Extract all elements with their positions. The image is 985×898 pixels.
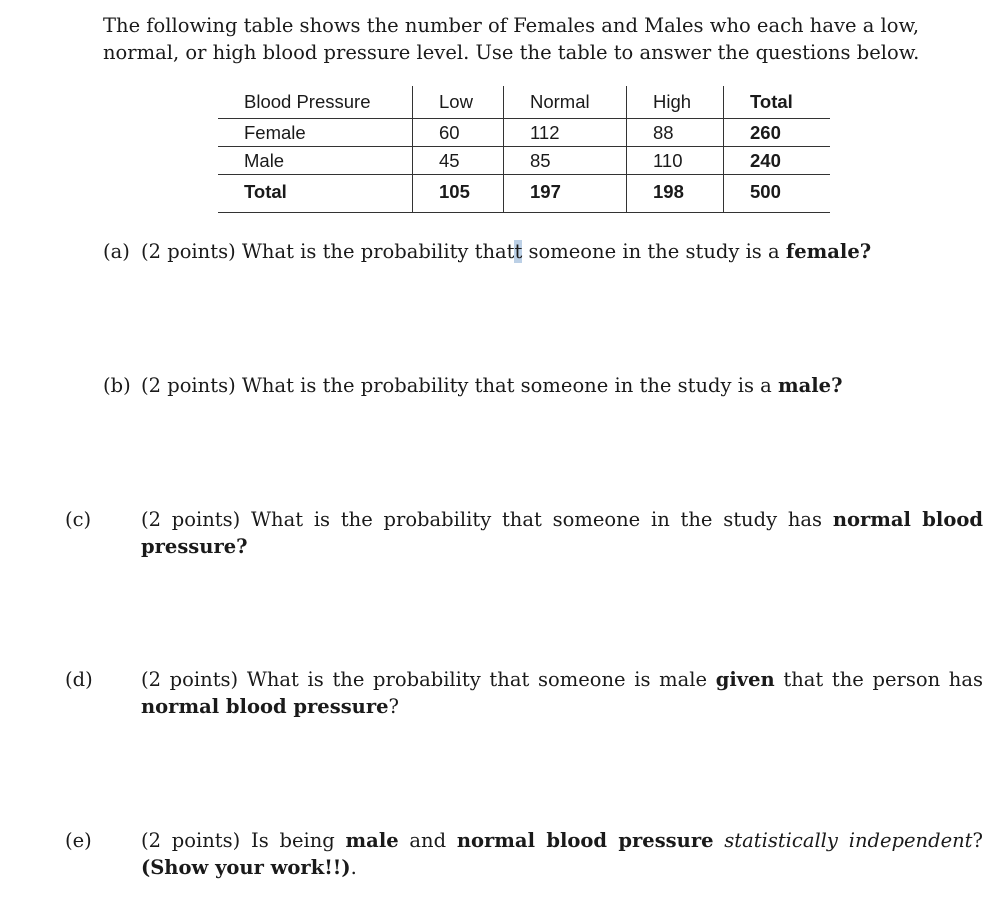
cell-low: 105 [413, 175, 504, 213]
question-a [103, 238, 945, 265]
question-e-emphasis-normal: normal blood pressure [456, 829, 714, 852]
table-row-total [218, 175, 830, 213]
question-c-emphasis: normal blood pressure? [141, 508, 983, 558]
question-e-emphasis-male: male [345, 829, 399, 852]
header-high: High [627, 86, 724, 119]
header-total: Total [724, 86, 831, 119]
row-label: Female [218, 119, 413, 147]
question-d-text-cont: that the person has [774, 668, 983, 691]
question-c-label: (c) [65, 508, 92, 531]
question-d-emphasis-given: given [715, 668, 775, 691]
question-e-show-work: (Show your work!!) [141, 856, 351, 879]
question-e-text: (2 points) Is being [141, 829, 346, 852]
question-b-emphasis: male? [777, 374, 843, 397]
row-label: Male [218, 147, 413, 175]
blood-pressure-table [218, 86, 830, 213]
row-label: Total [218, 175, 413, 213]
question-c [65, 506, 983, 560]
question-d [65, 666, 983, 720]
cell-total: 240 [724, 147, 831, 175]
question-b-label: (b) [103, 374, 131, 397]
cell-low: 60 [413, 119, 504, 147]
cell-high: 110 [627, 147, 724, 175]
question-a-label: (a) [103, 240, 130, 263]
question-b [103, 372, 945, 399]
text-cursor-highlight: t [514, 240, 523, 263]
cell-high: 198 [627, 175, 724, 213]
header-blood-pressure: Blood Pressure [218, 86, 413, 119]
question-a-text-cont: someone in the study is a [522, 240, 786, 263]
question-a-emphasis: female? [785, 240, 872, 263]
header-normal: Normal [504, 86, 627, 119]
cell-total: 260 [724, 119, 831, 147]
question-d-text-end: ? [388, 695, 399, 718]
question-a-text: (2 points) What is the probability that [141, 240, 515, 263]
question-e-label: (e) [65, 829, 92, 852]
question-e-text-and: and [398, 829, 457, 852]
question-d-emphasis-normal: normal blood pressure [141, 695, 389, 718]
table-row [218, 119, 830, 147]
header-low: Low [413, 86, 504, 119]
table-row [218, 147, 830, 175]
question-e [65, 827, 983, 881]
intro-paragraph: The following table shows the number of Females and Males who each have a low, normal, or high blood pressure level. Use the table to answer the questions below. [103, 14, 920, 64]
question-d-label: (d) [65, 668, 93, 691]
question-e-qmark: ? [972, 829, 983, 852]
cell-total: 500 [724, 175, 831, 213]
cell-normal: 85 [504, 147, 627, 175]
cell-normal: 112 [504, 119, 627, 147]
cell-low: 45 [413, 147, 504, 175]
cell-high: 88 [627, 119, 724, 147]
question-c-text: (2 points) What is the probability that someone in the study has [141, 508, 833, 531]
question-d-text: (2 points) What is the probability that someone is male [141, 668, 716, 691]
cell-normal: 197 [504, 175, 627, 213]
question-b-text: (2 points) What is the probability that someone in the study is a [141, 374, 778, 397]
question-e-italic: statistically independent [724, 829, 973, 852]
table-header-row [218, 86, 830, 119]
question-e-period: . [350, 856, 357, 879]
